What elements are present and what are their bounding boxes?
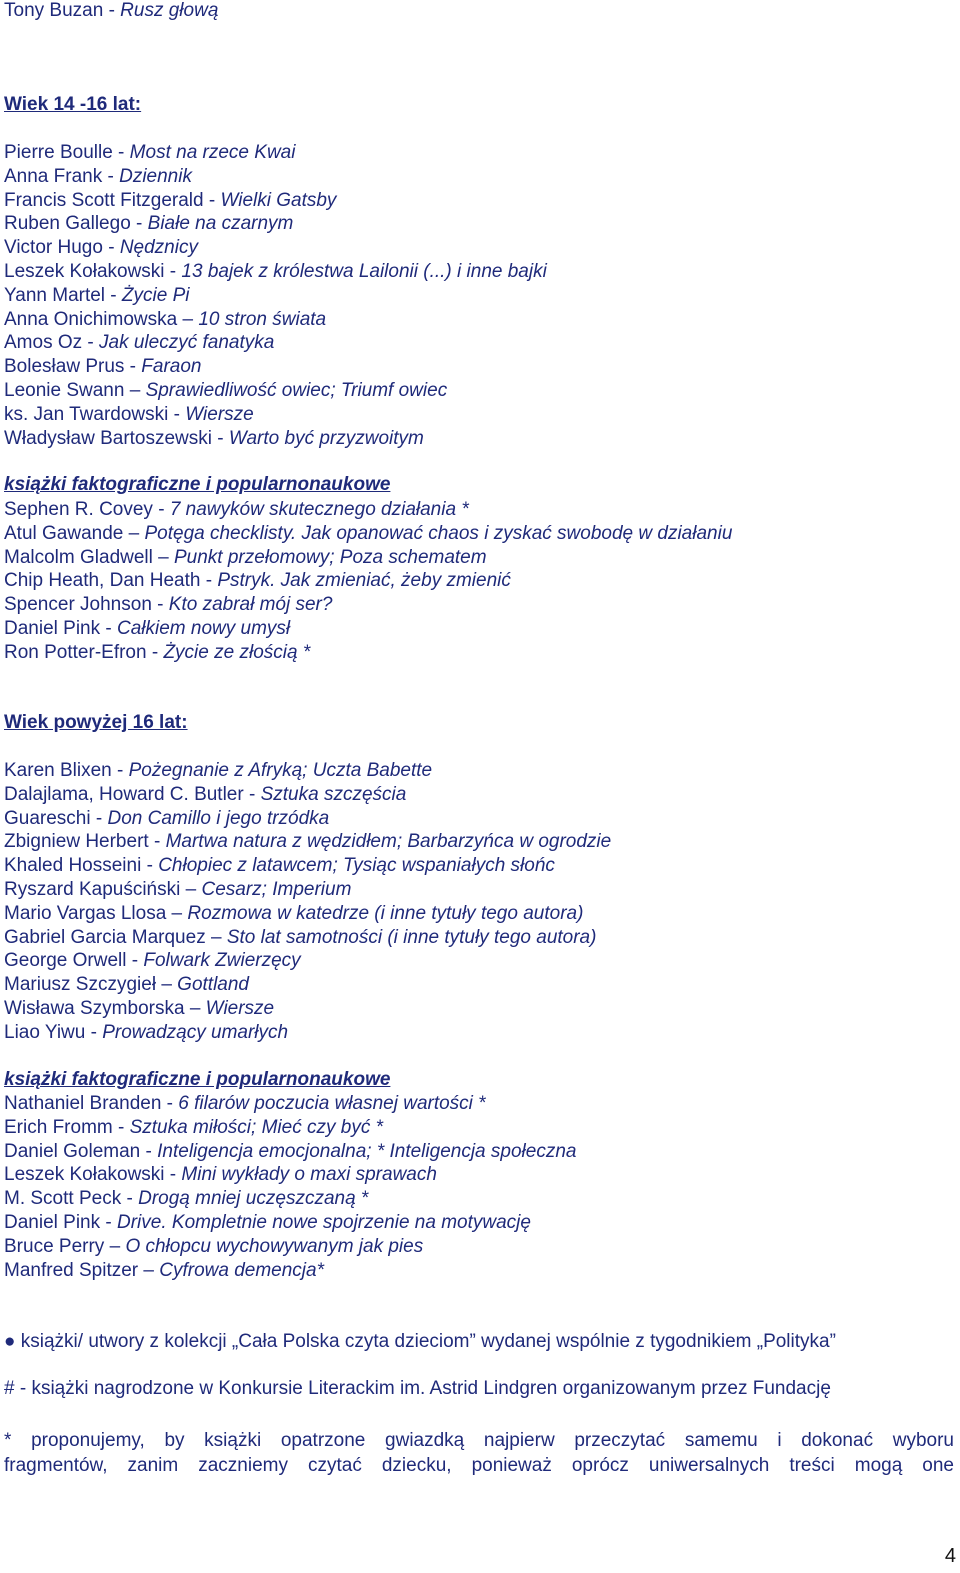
book-title: 7 nawyków skutecznego działania * [169, 499, 469, 520]
book-author: Sephen R. Covey - [4, 499, 170, 520]
book-title: Wiersze [205, 997, 275, 1019]
book-title: Gottland [177, 974, 249, 996]
book-title: Warto być przyzwoitym [228, 427, 424, 449]
list-item [4, 1140, 576, 1164]
book-title: 6 filarów poczucia własnej wartości * [178, 1093, 486, 1114]
book-title: Punkt przełomowy; Poza schematem [174, 546, 487, 568]
book-author: Erich Fromm - [4, 1116, 130, 1138]
list-item [4, 807, 611, 831]
book-author: Khaled Hosseini - [4, 855, 159, 877]
list-item [4, 973, 611, 997]
nonfiction-list-16-plus [4, 1092, 576, 1282]
book-author: Nathaniel Branden - [4, 1093, 179, 1114]
book-title: Jak uleczyć fanatyka [99, 332, 275, 354]
nonfiction-heading-14-16: książki faktograficzne i popularnonaukowe [4, 474, 391, 495]
book-title: Sztuka miłości; Mieć czy być * [129, 1116, 384, 1138]
list-item [4, 641, 732, 665]
list-item [4, 331, 547, 355]
book-title: Nędznicy [119, 237, 198, 259]
list-item [4, 1021, 611, 1045]
list-item [4, 759, 611, 783]
book-title: Życie ze złością * [163, 641, 311, 663]
list-item [4, 141, 547, 165]
list-item [4, 284, 547, 308]
book-title: Cyfrowa demencja* [159, 1259, 324, 1281]
book-author: Pierre Boulle - [4, 142, 130, 163]
book-author: Atul Gawande – [4, 522, 145, 544]
book-author: Leszek Kołakowski - [4, 260, 182, 282]
list-item [4, 569, 732, 593]
section-heading-16-plus: Wiek powyżej 16 lat: [4, 712, 188, 733]
book-author: George Orwell - [4, 950, 144, 972]
book-title: 13 bajek z królestwa Lailonii (...) i inne bajki [181, 260, 547, 282]
book-title: Martwa natura z wędzidłem; Barbarzyńca w ogrodzie [165, 831, 612, 853]
note-bullet: ● książki/ utwory z kolekcji „Cała Polska czyta dzieciom” wydanej wspólnie z tygodnikiem „Polityka” [4, 1331, 836, 1352]
list-item [4, 189, 547, 213]
book-title: Drive. Kompletnie nowe spojrzenie na motywację [117, 1211, 531, 1233]
book-author: Ruben Gallego - [4, 213, 148, 235]
book-title: Folwark Zwierzęcy [143, 950, 301, 972]
book-author: Ryszard Kapuściński – [4, 878, 202, 900]
book-title: Pożegnanie z Afryką; Uczta Babette [128, 760, 433, 781]
list-item [4, 949, 611, 973]
list-item [4, 1092, 576, 1116]
book-author: Bruce Perry – [4, 1235, 126, 1257]
book-title: Białe na czarnym [147, 213, 294, 235]
book-author: Yann Martel - [4, 284, 122, 306]
book-author: Victor Hugo - [4, 237, 120, 259]
book-title: Wielki Gatsby [220, 189, 337, 211]
list-item [4, 997, 611, 1021]
list-item [4, 522, 732, 546]
book-author: Guareschi - [4, 807, 108, 829]
book-title: Inteligencja emocjonalna; * Inteligencja społeczna [157, 1140, 577, 1162]
list-item [4, 236, 547, 260]
book-title: Most na rzece Kwai [129, 142, 296, 163]
book-title: Mini wykłady o maxi sprawach [181, 1164, 437, 1186]
list-item [4, 926, 611, 950]
book-author: Karen Blixen - [4, 760, 129, 781]
book-title: Sto lat samotności (i inne tytuły tego autora) [226, 926, 597, 948]
list-item [4, 1235, 576, 1259]
list-item [4, 403, 547, 427]
book-author: Władysław Bartoszewski - [4, 427, 229, 449]
book-author: Dalajlama, Howard C. Butler - [4, 783, 261, 805]
book-author: Leonie Swann – [4, 379, 146, 401]
book-title: Rozmowa w katedrze (i inne tytuły tego autora) [187, 902, 584, 924]
book-author: Ron Potter-Efron - [4, 641, 164, 663]
book-author: Anna Frank - [4, 165, 120, 187]
book-title: Wiersze [185, 403, 254, 425]
book-title: O chłopcu wychowywanym jak pies [125, 1235, 424, 1257]
list-item [4, 830, 611, 854]
list-item [4, 498, 732, 522]
book-author: Gabriel Garcia Marquez – [4, 926, 227, 948]
book-author: Daniel Goleman - [4, 1140, 158, 1162]
list-item [4, 165, 547, 189]
list-item [4, 379, 547, 403]
book-title: Całkiem nowy umysł [117, 617, 291, 639]
note-star-line-1: * proponujemy, by książki opatrzone gwiazdką najpierw przeczytać samemu i dokonać wyboru [4, 1430, 954, 1451]
list-item [4, 783, 611, 807]
list-item [4, 212, 547, 236]
book-title: Don Camillo i jego trzódka [107, 807, 330, 829]
header-author: Tony Buzan - [4, 0, 121, 21]
list-item [4, 1259, 576, 1283]
book-author: Manfred Spitzer – [4, 1259, 160, 1281]
book-list-14-16 [4, 141, 547, 450]
list-item [4, 260, 547, 284]
book-author: Malcolm Gladwell – [4, 546, 174, 568]
list-item [4, 308, 547, 332]
book-title: Drogą mniej uczęszczaną * [138, 1188, 369, 1210]
book-author: Francis Scott Fitzgerald - [4, 189, 221, 211]
section-heading-14-16: Wiek 14 -16 lat: [4, 94, 142, 115]
note-hash: # - książki nagrodzone w Konkursie Literackim im. Astrid Lindgren organizowanym przez Fundację [4, 1378, 831, 1399]
list-item [4, 1163, 576, 1187]
book-author: Spencer Johnson - [4, 594, 169, 616]
book-author: Daniel Pink - [4, 1211, 117, 1233]
book-title: Pstryk. Jak zmieniać, żeby zmienić [217, 570, 511, 592]
book-title: Prowadzący umarłych [102, 1021, 289, 1043]
book-author: Wisława Szymborska – [4, 997, 206, 1019]
list-item [4, 427, 547, 451]
book-author: ks. Jan Twardowski - [4, 403, 186, 425]
list-item [4, 1211, 576, 1235]
book-author: Amos Oz - [4, 332, 100, 354]
header-title: Rusz głową [120, 0, 219, 21]
list-item [4, 593, 732, 617]
list-item [4, 617, 732, 641]
book-title: Chłopiec z latawcem; Tysiąc wspaniałych słońc [158, 855, 555, 877]
book-author: Mario Vargas Llosa – [4, 902, 188, 924]
list-item [4, 546, 732, 570]
book-title: Życie Pi [121, 284, 190, 306]
note-star-line-2: fragmentów, zanim zaczniemy czytać dziecku, ponieważ oprócz uniwersalnych treści mogą one [4, 1455, 954, 1476]
book-author: Bolesław Prus - [4, 356, 142, 378]
list-item [4, 902, 611, 926]
book-author: M. Scott Peck - [4, 1188, 139, 1210]
book-title: Potęga checklisty. Jak opanować chaos i zyskać swobodę w działaniu [144, 522, 733, 544]
book-title: Faraon [141, 356, 202, 378]
book-author: Leszek Kołakowski - [4, 1164, 182, 1186]
book-title: Sztuka szczęścia [260, 783, 407, 805]
book-title: Kto zabrał mój ser? [168, 594, 333, 616]
book-author: Chip Heath, Dan Heath - [4, 570, 218, 592]
book-author: Zbigniew Herbert - [4, 831, 166, 853]
book-title: Dziennik [119, 165, 192, 187]
book-author: Anna Onichimowska – [4, 308, 199, 330]
book-title: 10 stron świata [198, 308, 327, 330]
book-title: Sprawiedliwość owiec; Triumf owiec [145, 379, 448, 401]
book-author: Liao Yiwu - [4, 1021, 103, 1043]
list-item [4, 1116, 576, 1140]
nonfiction-heading-16-plus: książki faktograficzne i popularnonaukowe [4, 1069, 391, 1090]
list-item [4, 355, 547, 379]
list-item [4, 854, 611, 878]
nonfiction-list-14-16 [4, 498, 732, 665]
book-list-16-plus [4, 759, 611, 1045]
book-title: Cesarz; Imperium [201, 878, 352, 900]
page-header [4, 0, 218, 22]
page-number: 4 [944, 1545, 956, 1567]
book-author: Mariusz Szczygieł – [4, 974, 178, 996]
list-item [4, 1187, 576, 1211]
list-item [4, 878, 611, 902]
book-author: Daniel Pink - [4, 617, 117, 639]
